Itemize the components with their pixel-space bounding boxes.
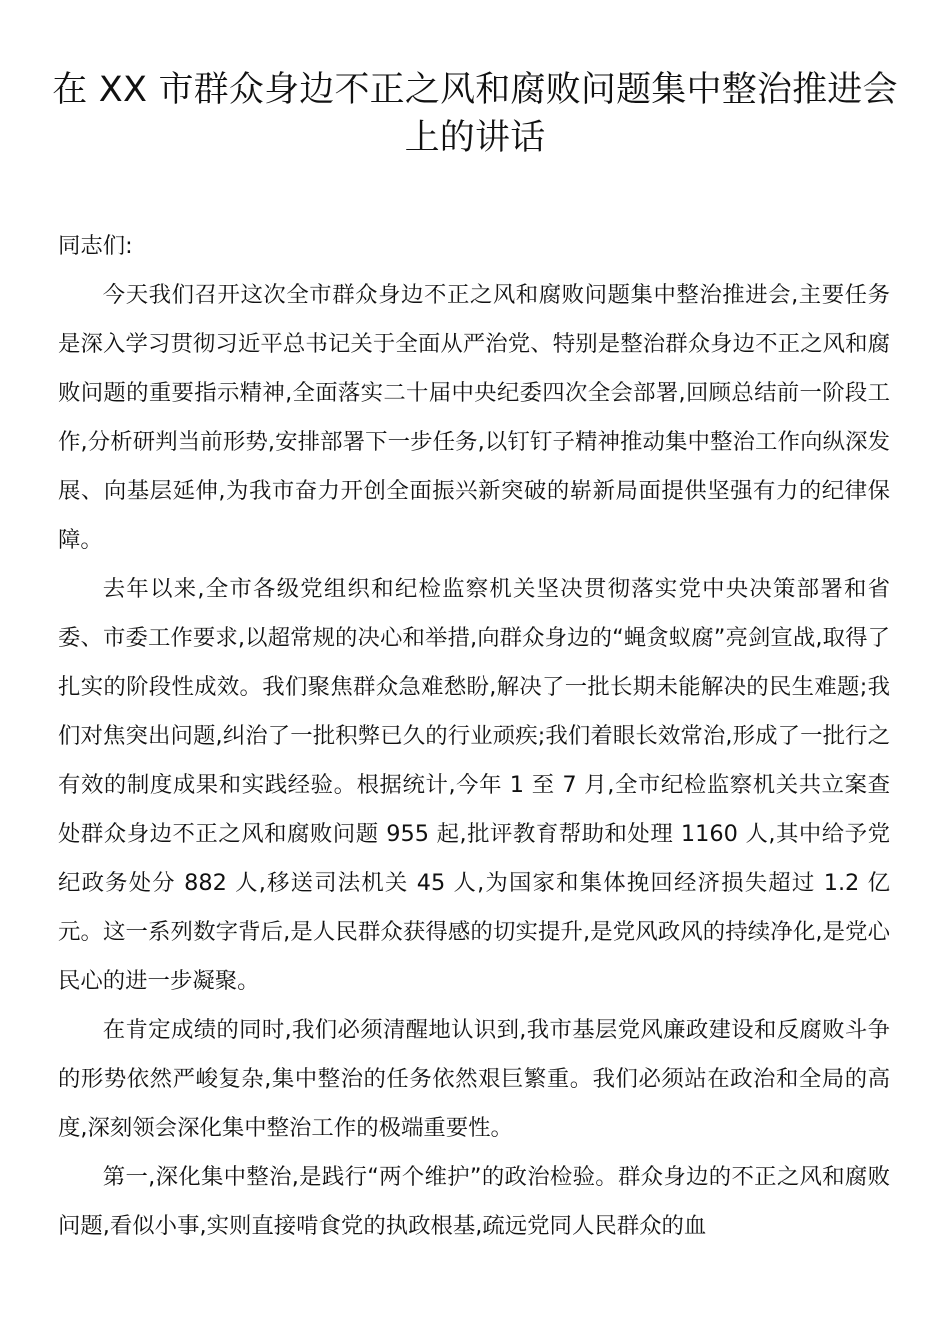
document-body [58, 222, 890, 1251]
document-title: 在 XX 市群众身边不正之风和腐败问题集中整治推进会上的讲话 [52, 70, 898, 158]
paragraph-4: 第一,深化集中整治,是践行“两个维护”的政治检验。群众身边的不正之风和腐败问题,看似小事,实则直接啃食党的执政根基,疏远党同人民群众的血 [58, 1164, 890, 1239]
paragraph-3: 在肯定成绩的同时,我们必须清醒地认识到,我市基层党风廉政建设和反腐败斗争的形势依然严峻复杂,集中整治的任务依然艰巨繁重。我们必须站在政治和全局的高度,深刻领会深化集中整治工作的极端重要性。 [58, 1017, 890, 1141]
paragraph-2: 去年以来,全市各级党组织和纪检监察机关坚决贯彻落实党中央决策部署和省委、市委工作要求,以超常规的决心和举措,向群众身边的“蝇贪蚁腐”亮剑宣战,取得了扎实的阶段性成效。我们聚焦群众急难愁盼,解决了一批长期未能解决的民生难题;我们对焦突出问题,纠治了一批积弊已久的行业顽疾;我们着眼长效常治,形成了一批行之有效的制度成果和实践经验。根据统计,今年 1 至 7 月,全市纪检监察机关共立案查处群众身边不正之风和腐败问题 955 起,批评教育帮助和处理 1160 人,其中给予党纪政务处分 882 人,移送司法机关 45 人,为国家和集体挽回经济损失超过 1.2 亿元。这一系列数字背后,是人民群众获得感的切实提升,是党风政风的持续净化,是党心民心的进一步凝聚。 [58, 576, 890, 994]
paragraph-1: 今天我们召开这次全市群众身边不正之风和腐败问题集中整治推进会,主要任务是深入学习贯彻习近平总书记关于全面从严治党、特别是整治群众身边不正之风和腐败问题的重要指示精神,全面落实二十届中央纪委四次全会部署,回顾总结前一阶段工作,分析研判当前形势,安排部署下一步任务,以钉钉子精神推动集中整治工作向纵深发展、向基层延伸,为我市奋力开创全面振兴新突破的崭新局面提供坚强有力的纪律保障。 [58, 282, 890, 553]
salutation: 同志们: [58, 233, 133, 259]
